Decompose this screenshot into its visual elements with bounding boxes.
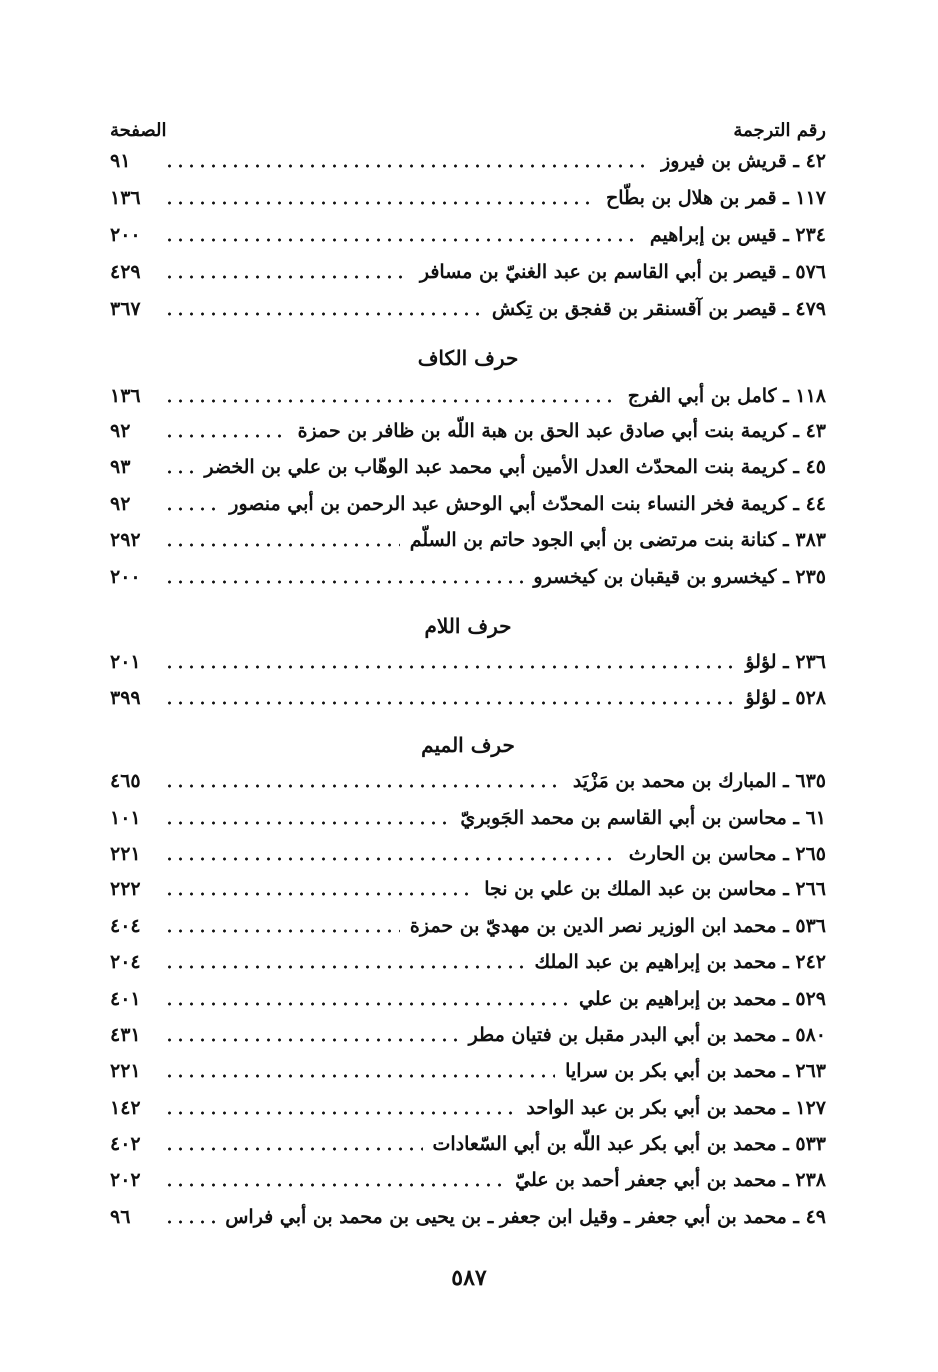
dot-leader <box>164 857 619 861</box>
index-entry <box>110 449 826 485</box>
entry-name: ٢٣٥ ـ كيخسرو بن قيقبان بن كيخسرو <box>533 566 826 588</box>
dot-leader <box>164 399 618 403</box>
index-entry <box>110 143 826 179</box>
dot-leader <box>164 238 640 242</box>
entry-page: ٩١ <box>110 150 131 172</box>
entry-name: ٢٦٦ ـ محاسن بن عبد الملك بن علي بن نجا <box>484 878 826 900</box>
index-entry <box>110 254 826 290</box>
index-entry <box>110 944 826 980</box>
index-entry <box>110 291 826 327</box>
entry-name: ٣٨٣ ـ كنانة بنت مرتضى بن أبي الجود حاتم بن السلّم <box>409 529 826 551</box>
index-entry <box>110 800 826 836</box>
index-entry <box>110 1053 826 1089</box>
dot-leader <box>164 784 563 788</box>
dot-leader <box>164 1183 505 1187</box>
index-entry <box>110 1126 826 1162</box>
index-entry <box>110 644 826 680</box>
entry-name: ٢٣٤ ـ قيس بن إبراهيم <box>649 224 826 246</box>
page-number: ٥٨٧ <box>451 1265 487 1291</box>
entry-name: ٥٣٦ ـ محمد ابن الوزير نصر الدين بن مهديّ بن حمزة <box>409 915 826 937</box>
entry-name: ٥٢٩ ـ محمد بن إبراهيم بن علي <box>579 988 826 1010</box>
entry-name: ٢٦٣ ـ محمد بن أبي بكر بن سرايا <box>565 1060 826 1082</box>
dot-leader <box>164 275 410 279</box>
entry-name: ١٢٧ ـ محمد بن أبي بكر بن عبد الواحد <box>526 1097 826 1119</box>
dot-leader <box>164 164 651 168</box>
entry-page: ٩٢ <box>110 493 131 515</box>
index-entry <box>110 217 826 253</box>
entry-page: ٩٣ <box>110 456 131 478</box>
dot-leader <box>164 543 400 547</box>
entry-page: ٢٢١ <box>110 1060 141 1082</box>
entry-page: ٢٠١ <box>110 651 141 673</box>
entry-name: ٤٣ ـ كريمة بنت أبي صادق عبد الحق بن هبة اللّه بن ظافر بن حمزة <box>297 420 826 442</box>
dot-leader <box>164 929 400 933</box>
entry-name: ٥٧٦ ـ قيصر بن أبي القاسم بن عبد الغنيّ بن مسافر <box>419 261 826 283</box>
index-entry <box>110 763 826 799</box>
index-entry <box>110 1090 826 1126</box>
entry-name: ٤٢ ـ قريش بن فيروز <box>661 150 826 172</box>
column-headers <box>110 116 826 144</box>
section-heading-lam: حرف اللام <box>424 614 512 638</box>
index-entry <box>110 836 826 872</box>
entry-page: ١٣٦ <box>110 187 141 209</box>
dot-leader <box>164 434 288 438</box>
dot-leader <box>164 312 482 316</box>
entry-page: ٩٢ <box>110 420 131 442</box>
index-entry <box>110 1199 826 1235</box>
index-entry <box>110 378 826 414</box>
entry-name: ٥٢٨ ـ لؤلؤ <box>745 687 826 709</box>
entry-page: ٤٠٢ <box>110 1133 141 1155</box>
entry-page: ٤٣١ <box>110 1024 141 1046</box>
index-entry <box>110 486 826 522</box>
dot-leader <box>164 1147 423 1151</box>
index-entry <box>110 871 826 907</box>
dot-leader <box>164 1074 555 1078</box>
entry-name: ٤٤ ـ كريمة فخر النساء بنت المحدّث أبي الوحش عبد الرحمن بن أبي منصور <box>229 493 826 515</box>
entry-page: ٤٢٩ <box>110 261 141 283</box>
entry-name: ٤٩ ـ محمد بن أبي جعفر ـ وقيل ابن جعفر ـ بن يحيى بن محمد بن أبي فراس <box>225 1206 826 1228</box>
entry-page: ٢٠٠ <box>110 566 141 588</box>
entry-name: ١١٨ ـ كامل بن أبي الفرج <box>627 385 826 407</box>
entry-page: ٢٩٢ <box>110 529 141 551</box>
dot-leader <box>164 470 194 474</box>
section-heading-kaf: حرف الكاف <box>417 346 519 370</box>
dot-leader <box>164 507 219 511</box>
entry-page: ٤٠١ <box>110 988 141 1010</box>
dot-leader <box>164 821 450 825</box>
entry-name: ٥٨٠ ـ محمد بن أبي البدر مقبل بن فتيان مطر <box>468 1024 826 1046</box>
dot-leader <box>164 892 474 896</box>
dot-leader <box>164 965 524 969</box>
entry-name: ١١٧ ـ قمر بن هلال بن بطّاح <box>605 187 826 209</box>
index-entry <box>110 522 826 558</box>
dot-leader <box>164 580 523 584</box>
entry-name: ٢٤٢ ـ محمد بن إبراهيم بن عبد الملك <box>534 951 826 973</box>
index-entry <box>110 413 826 449</box>
header-page: الصفحة <box>110 119 167 141</box>
index-entry <box>110 981 826 1017</box>
entry-name: ٦٣٥ ـ المبارك بن محمد بن مَزْيَد <box>572 770 826 792</box>
entry-page: ٢٢٢ <box>110 878 141 900</box>
index-entry <box>110 908 826 944</box>
entry-page: ١٤٢ <box>110 1097 141 1119</box>
entry-page: ١٠١ <box>110 807 141 829</box>
dot-leader <box>164 201 596 205</box>
entry-name: ٦١ ـ محاسن بن أبي القاسم بن محمد الجَوبريّ <box>460 807 826 829</box>
entry-page: ٩٦ <box>110 1206 131 1228</box>
entry-name: ٢٣٨ ـ محمد بن أبي جعفر أحمد بن عليّ <box>515 1169 826 1191</box>
index-entry <box>110 559 826 595</box>
index-entry <box>110 1017 826 1053</box>
entry-page: ٢٠٢ <box>110 1169 141 1191</box>
entry-name: ٢٦٥ ـ محاسن بن الحارث <box>628 843 826 865</box>
entry-name: ٢٣٦ ـ لؤلؤ <box>745 651 826 673</box>
entry-name: ٥٣٣ ـ محمد بن أبي بكر عبد اللّه بن أبي السّعادات <box>432 1133 826 1155</box>
entry-page: ٣٩٩ <box>110 687 141 709</box>
dot-leader <box>164 665 735 669</box>
entry-page: ٣٦٧ <box>110 298 141 320</box>
entry-page: ٢٠٠ <box>110 224 141 246</box>
entry-name: ٤٥ ـ كريمة بنت المحدّث العدل الأمين أبي محمد عبد الوهّاب بن علي بن الخضر <box>204 456 826 478</box>
entry-page: ٤٠٤ <box>110 915 141 937</box>
entry-page: ٤٦٥ <box>110 770 141 792</box>
dot-leader <box>164 1002 569 1006</box>
dot-leader <box>164 701 735 705</box>
index-entry <box>110 1162 826 1198</box>
dot-leader <box>164 1038 459 1042</box>
entry-page: ١٣٦ <box>110 385 141 407</box>
header-entry-number: رقم الترجمة <box>733 119 826 141</box>
section-heading-mim: حرف الميم <box>421 733 515 757</box>
entry-name: ٤٧٩ ـ قيصر بن آقسنقر بن قفجق بن تِكش <box>491 298 826 320</box>
dot-leader <box>164 1111 516 1115</box>
entry-page: ٢٢١ <box>110 843 141 865</box>
dot-leader <box>164 1220 215 1224</box>
index-entry <box>110 680 826 716</box>
index-entry <box>110 180 826 216</box>
entry-page: ٢٠٤ <box>110 951 141 973</box>
